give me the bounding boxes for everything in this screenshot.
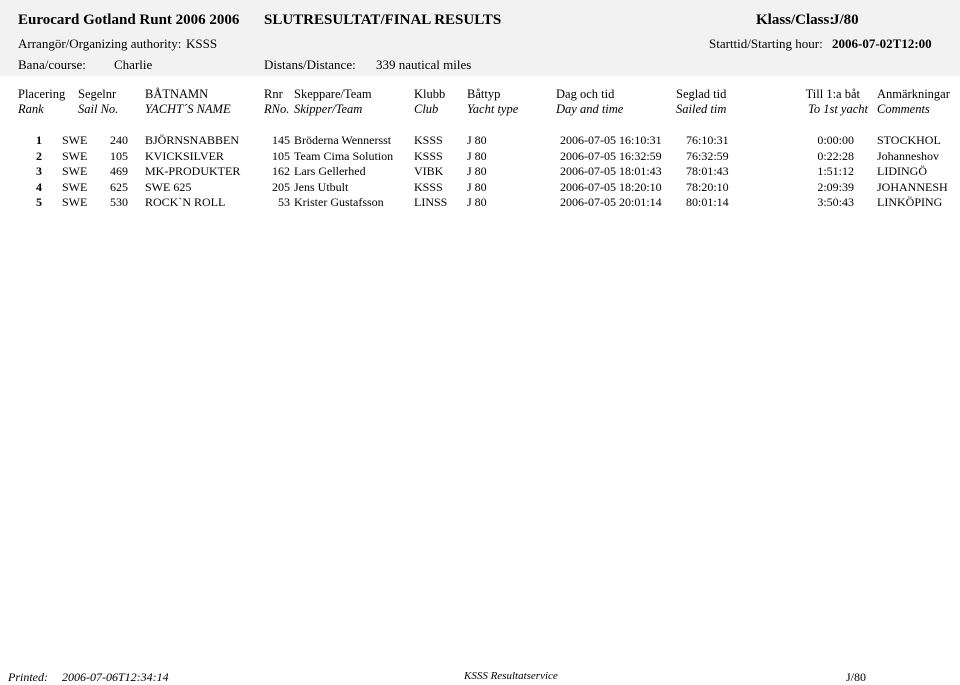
cell-comment: Johanneshov <box>877 148 939 163</box>
organizer-value: KSSS <box>186 36 218 51</box>
cell-comment: LIDINGÖ <box>877 164 927 178</box>
cell-yacht-type: J 80 <box>467 179 487 194</box>
cell-sail-number: 625 <box>110 179 128 194</box>
cell-rno: 205 <box>272 179 290 194</box>
cell-yacht-type: J 80 <box>467 195 487 209</box>
cell-rank: 5 <box>36 195 42 209</box>
cell-rank: 1 <box>36 133 42 147</box>
cell-sailed-time: 80:01:14 <box>686 195 729 209</box>
cell-skipper: Team Cima Solution <box>294 148 394 163</box>
cell-to-first: 2:09:39 <box>817 179 854 194</box>
col-skipper-en: Skipper/Team <box>294 102 363 116</box>
cell-club: KSSS <box>414 148 443 163</box>
cell-club: VIBK <box>414 164 444 178</box>
cell-yacht-name: SWE 625 <box>145 179 192 194</box>
cell-to-first: 3:50:43 <box>817 195 854 209</box>
cell-rno: 53 <box>278 195 290 209</box>
start-value: 2006-07-02T12:00 <box>832 36 932 51</box>
cell-rno: 145 <box>272 133 290 147</box>
col-sailno-en: Sail No. <box>78 102 119 116</box>
col-yacht-en: YACHT´S NAME <box>145 102 231 116</box>
col-sailed: Seglad tid <box>676 87 727 101</box>
col-placing: Placering <box>18 87 66 101</box>
cell-comment: JOHANNESH <box>877 179 948 194</box>
cell-yacht-name: KVICKSILVER <box>145 148 224 163</box>
course-value: Charlie <box>114 57 153 72</box>
col-rno-en: RNo. <box>264 102 290 116</box>
col-yacht: BÅTNAMN <box>145 87 209 101</box>
cell-nation: SWE <box>62 179 88 194</box>
cell-yacht-name: ROCK`N ROLL <box>145 195 226 209</box>
cell-datetime: 2006-07-05 18:20:10 <box>560 179 662 194</box>
col-skipper: Skeppare/Team <box>294 87 372 101</box>
organizer-label: Arrangör/Organizing authority: <box>18 36 182 51</box>
col-datetime-en: Day and time <box>556 102 624 116</box>
cell-yacht-name: MK-PRODUKTER <box>145 164 241 178</box>
col-type: Båttyp <box>467 87 501 101</box>
cell-datetime: 2006-07-05 16:10:31 <box>560 133 662 147</box>
class-label: Klass/Class: <box>756 12 835 28</box>
distance-label: Distans/Distance: <box>264 57 356 72</box>
cell-comment: STOCKHOL <box>877 133 941 147</box>
cell-datetime: 2006-07-05 16:32:59 <box>560 148 662 163</box>
cell-comment: LINKÖPING <box>877 195 943 209</box>
cell-yacht-type: J 80 <box>467 164 487 178</box>
start-label: Starttid/Starting hour: <box>709 36 823 51</box>
cell-sailed-time: 76:32:59 <box>686 148 729 163</box>
cell-nation: SWE <box>62 164 88 178</box>
col-to-first-en: To 1st yacht <box>808 102 868 116</box>
cell-skipper: Bröderna Wennersst <box>294 133 392 147</box>
printed-value: 2006-07-06T12:34:14 <box>62 670 169 684</box>
cell-rank: 2 <box>36 148 42 163</box>
cell-rno: 105 <box>272 148 290 163</box>
col-club: Klubb <box>414 87 446 101</box>
cell-sailed-time: 78:01:43 <box>686 164 729 178</box>
race-title: Eurocard Gotland Runt 2006 2006 <box>18 12 240 28</box>
cell-skipper: Lars Gellerhed <box>294 164 366 178</box>
col-placing-en: Rank <box>18 102 44 116</box>
class-value: J/80 <box>832 12 859 28</box>
col-club-en: Club <box>414 102 439 116</box>
col-datetime: Dag och tid <box>556 87 615 101</box>
cell-nation: SWE <box>62 148 88 163</box>
cell-to-first: 1:51:12 <box>817 164 854 178</box>
cell-rank: 4 <box>36 179 42 194</box>
cell-yacht-name: BJÖRNSNABBEN <box>145 133 240 147</box>
col-sailno: Segelnr <box>78 87 117 101</box>
distance-value: 339 nautical miles <box>376 57 472 72</box>
cell-yacht-type: J 80 <box>467 148 487 163</box>
cell-datetime: 2006-07-05 20:01:14 <box>560 195 662 209</box>
cell-to-first: 0:00:00 <box>817 133 854 147</box>
cell-skipper: Jens Utbult <box>294 179 349 194</box>
cell-nation: SWE <box>62 133 88 147</box>
col-sailed-en: Sailed tim <box>676 102 727 116</box>
cell-club: KSSS <box>414 179 443 194</box>
printed-label: Printed: <box>8 670 48 684</box>
cell-sail-number: 469 <box>110 164 128 178</box>
col-type-en: Yacht type <box>467 102 519 116</box>
cell-rno: 162 <box>272 164 290 178</box>
cell-sail-number: 240 <box>110 133 128 147</box>
cell-club: LINSS <box>414 195 448 209</box>
cell-yacht-type: J 80 <box>467 133 487 147</box>
cell-sailed-time: 76:10:31 <box>686 133 729 147</box>
cell-rank: 3 <box>36 164 42 178</box>
footer-class: J/80 <box>846 670 867 684</box>
cell-to-first: 0:22:28 <box>817 148 854 163</box>
cell-datetime: 2006-07-05 18:01:43 <box>560 164 662 178</box>
cell-sailed-time: 78:20:10 <box>686 179 729 194</box>
cell-club: KSSS <box>414 133 443 147</box>
col-rno: Rnr <box>264 87 283 101</box>
course-label: Bana/course: <box>18 57 86 72</box>
cell-skipper: Krister Gustafsson <box>294 195 384 209</box>
col-comments-en: Comments <box>877 102 930 116</box>
col-to-first: Till 1:a båt <box>805 87 860 101</box>
results-title: SLUTRESULTAT/FINAL RESULTS <box>264 12 502 28</box>
footer-service: KSSS Resultatservice <box>464 670 558 682</box>
cell-nation: SWE <box>62 195 88 209</box>
cell-sail-number: 530 <box>110 195 128 209</box>
cell-sail-number: 105 <box>110 148 128 163</box>
col-comments: Anmärkningar <box>877 87 950 101</box>
